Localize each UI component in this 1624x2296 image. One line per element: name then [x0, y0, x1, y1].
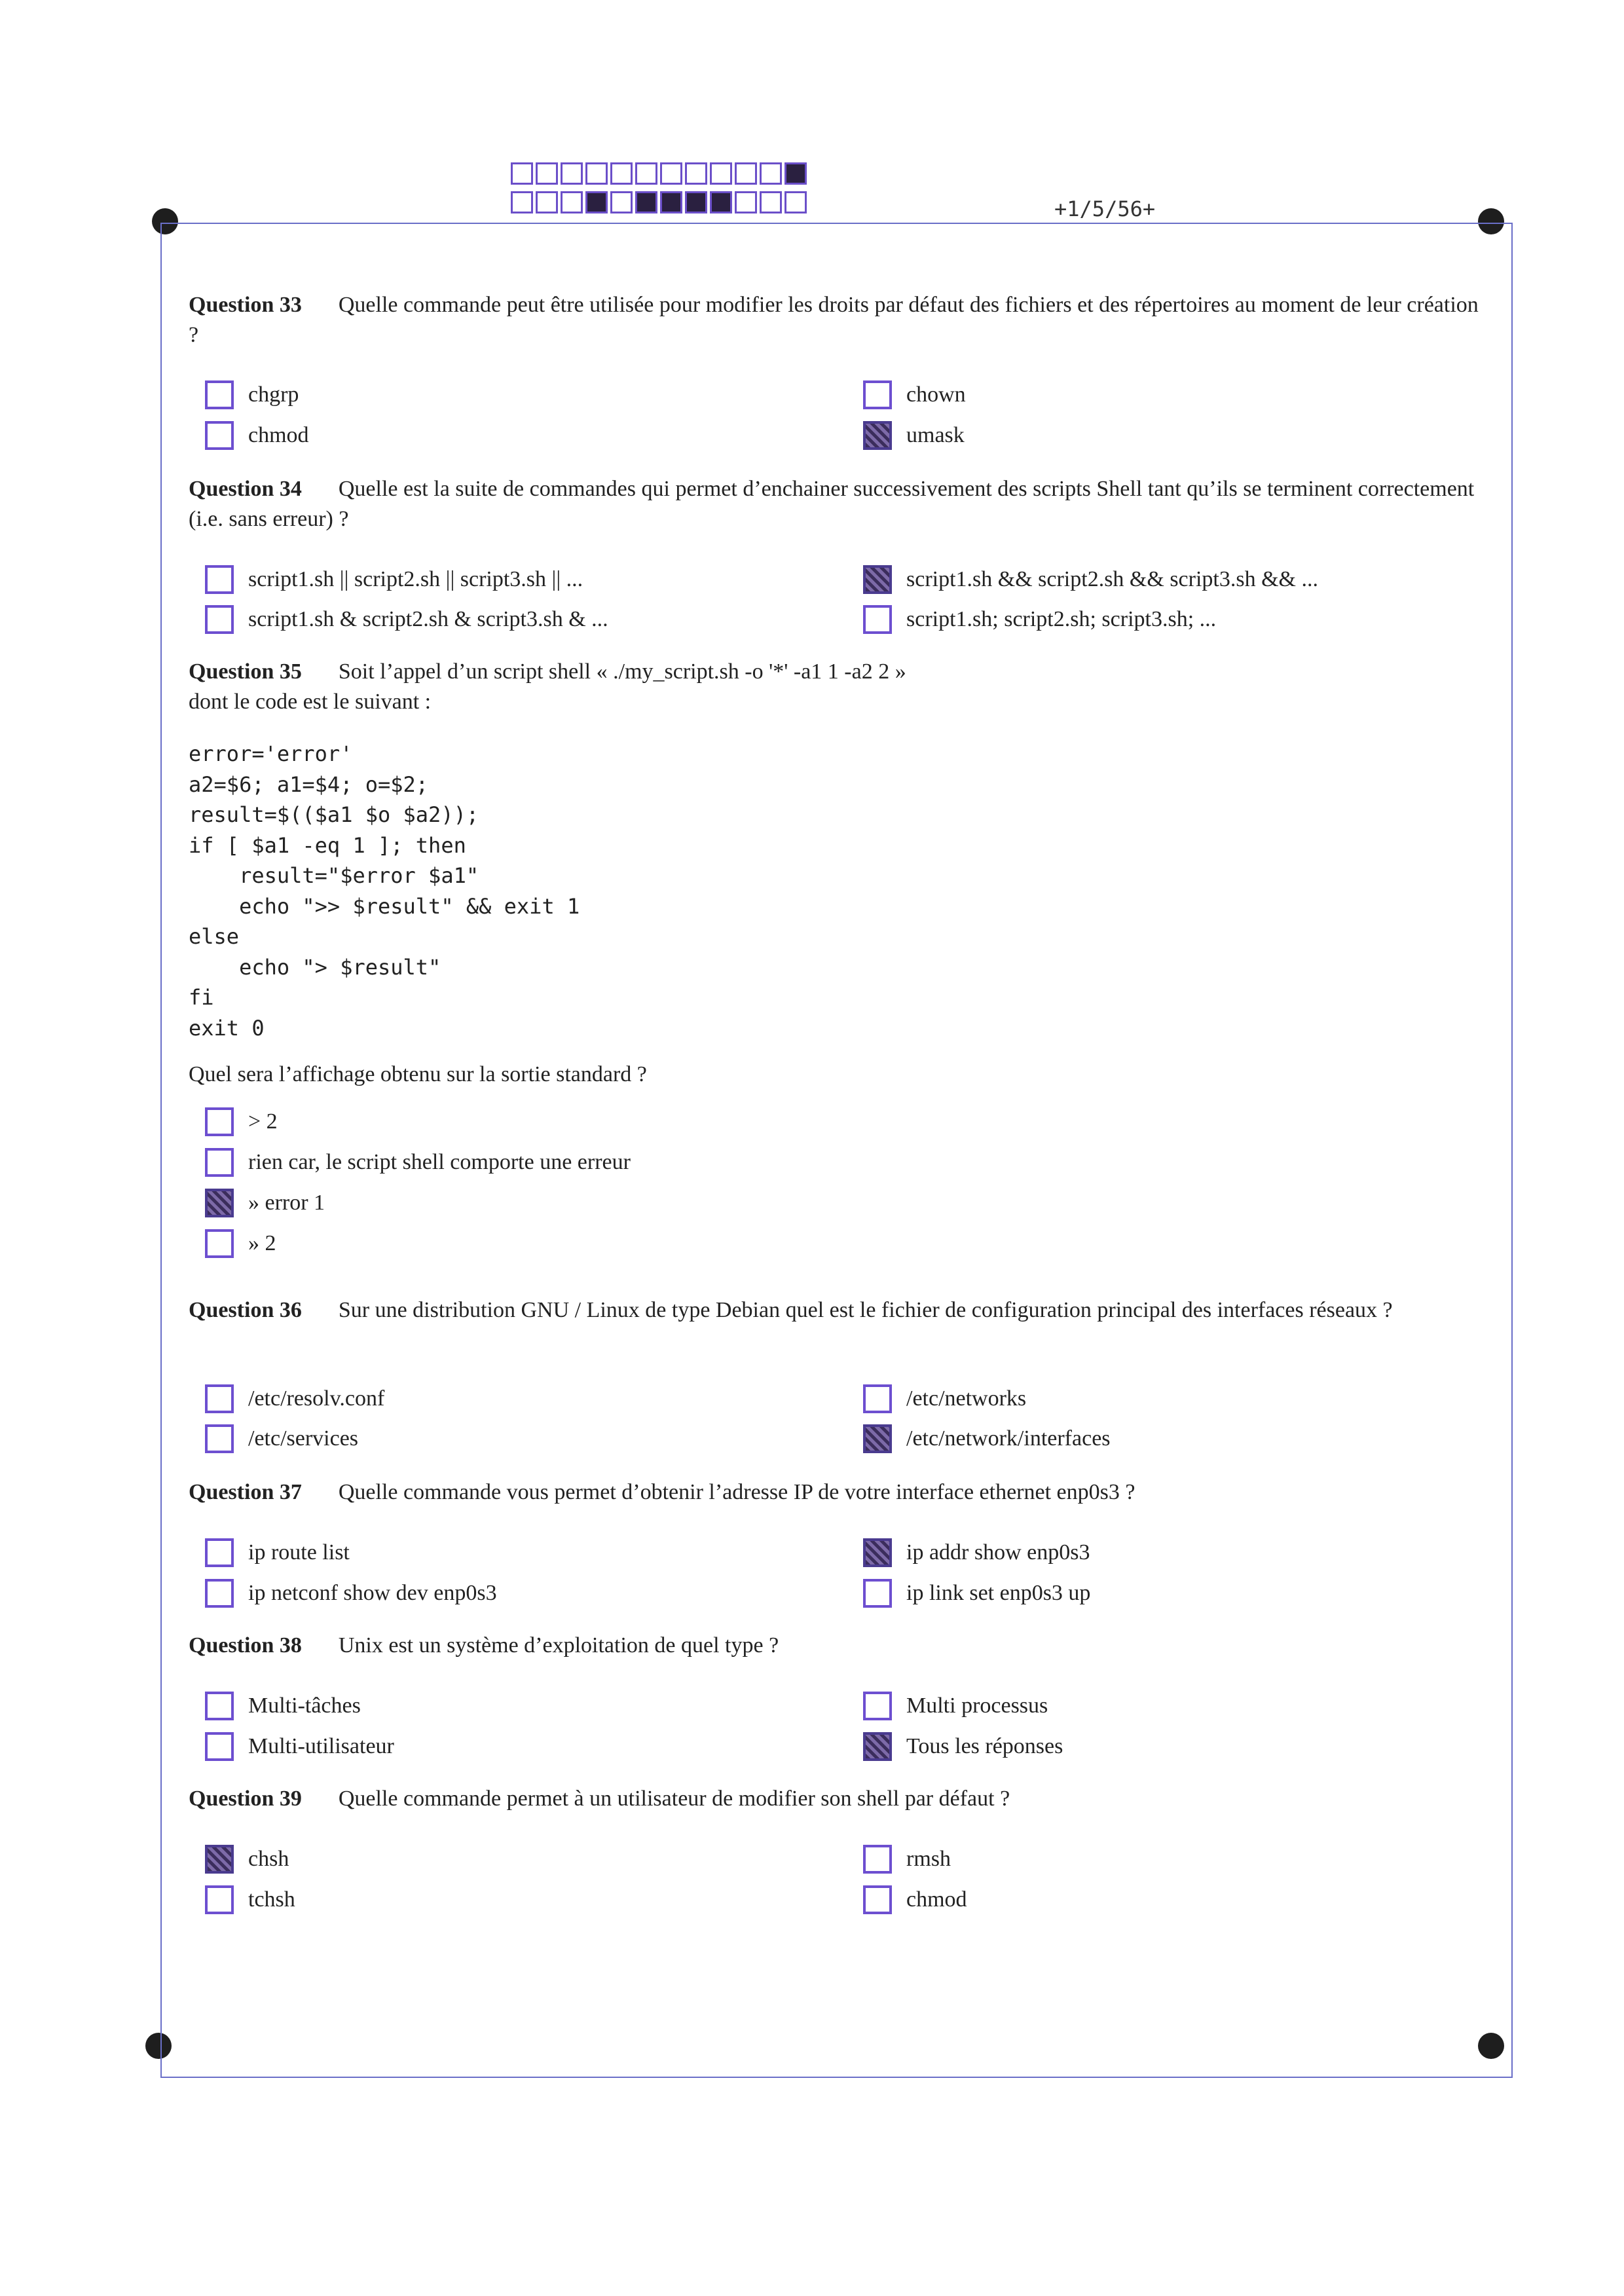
code-cell — [585, 191, 608, 213]
question-label: Question 38 — [189, 1633, 302, 1657]
choice-ip-link-set[interactable] — [863, 1577, 1090, 1610]
choice-label: script1.sh & script2.sh & script3.sh & ... — [248, 607, 608, 631]
choice-rien[interactable] — [205, 1146, 631, 1179]
checkbox[interactable] — [863, 1538, 892, 1567]
checkbox[interactable] — [863, 1424, 892, 1453]
code-cell — [685, 191, 707, 213]
question-subtext: dont le code est le suivant : — [189, 690, 432, 714]
code-cell — [635, 191, 657, 213]
choice-multi-processus[interactable] — [863, 1690, 1048, 1722]
code-cell — [610, 191, 633, 213]
checkbox[interactable] — [205, 1424, 234, 1453]
choice-label: chgrp — [248, 382, 299, 407]
page-identifier: +1/5/56+ — [1054, 196, 1156, 221]
question-36 — [189, 1295, 1492, 1325]
code-cell — [561, 191, 583, 213]
code-cell — [511, 162, 533, 185]
code-cell — [635, 162, 657, 185]
question-label: Question 33 — [189, 293, 302, 317]
checkbox[interactable] — [205, 1107, 234, 1136]
choice-ip-addr-show[interactable] — [863, 1536, 1090, 1569]
choice-raquo-2[interactable] — [205, 1227, 276, 1260]
code-cell — [685, 162, 707, 185]
choice-label: script1.sh; script2.sh; script3.sh; ... — [906, 607, 1217, 631]
checkbox[interactable] — [205, 1148, 234, 1177]
choice-label: /etc/services — [248, 1426, 359, 1451]
code-cell — [735, 162, 757, 185]
checkbox[interactable] — [205, 565, 234, 594]
choice-chown[interactable] — [863, 379, 966, 411]
checkbox[interactable] — [863, 1579, 892, 1608]
choice-tchsh[interactable] — [205, 1883, 295, 1916]
choice-label: /etc/networks — [906, 1386, 1027, 1411]
code-cell — [710, 191, 732, 213]
choice-label: rmsh — [906, 1847, 951, 1871]
choice-label: chown — [906, 382, 966, 407]
checkbox[interactable] — [205, 605, 234, 634]
code-cell — [511, 191, 533, 213]
choice-label: » error 1 — [248, 1191, 325, 1215]
code-cell — [710, 162, 732, 185]
choice-networks[interactable] — [863, 1382, 1026, 1415]
question-34 — [189, 474, 1492, 534]
code-cell — [561, 162, 583, 185]
checkbox[interactable] — [863, 1845, 892, 1874]
question-text: Quelle commande permet à un utilisateur de modifier son shell par défaut ? — [338, 1787, 1010, 1811]
question-prompt: Quel sera l’affichage obtenu sur la sortie standard ? — [189, 1062, 647, 1086]
code-cell — [735, 191, 757, 213]
code-cell — [784, 191, 807, 213]
choice-label: chsh — [248, 1847, 289, 1871]
choice-chsh[interactable] — [205, 1843, 289, 1876]
choice-label: > 2 — [248, 1109, 278, 1134]
question-text: Quelle est la suite de commandes qui permet d’enchainer successivement des scripts Shell tant qu’ils se terminent correctement (i.e. sans erreur) ? — [189, 477, 1475, 531]
code-cell — [784, 162, 807, 185]
choice-ip-route-list[interactable] — [205, 1536, 350, 1569]
choice-chgrp[interactable] — [205, 379, 299, 411]
choice-label: rien car, le script shell comporte une erreur — [248, 1150, 631, 1174]
question-37 — [189, 1477, 1492, 1508]
choice-label: Tous les réponses — [906, 1734, 1063, 1758]
choice-label: ip route list — [248, 1540, 350, 1565]
question-label: Question 35 — [189, 659, 302, 684]
question-39 — [189, 1784, 1492, 1814]
question-label: Question 36 — [189, 1298, 302, 1322]
question-label: Question 39 — [189, 1787, 302, 1811]
choice-error-1[interactable] — [205, 1187, 325, 1219]
question-35 — [189, 657, 1492, 717]
checkbox[interactable] — [863, 1384, 892, 1413]
choice-rmsh[interactable] — [863, 1843, 951, 1876]
choice-or-chain[interactable] — [205, 563, 583, 596]
choice-label: chmod — [248, 423, 309, 447]
choice-gt-2[interactable] — [205, 1105, 278, 1138]
choice-label: ip link set enp0s3 up — [906, 1581, 1091, 1605]
checkbox[interactable] — [205, 1579, 234, 1608]
code-cell — [760, 191, 782, 213]
checkbox[interactable] — [863, 1732, 892, 1761]
code-cell — [660, 191, 682, 213]
choice-resolv-conf[interactable] — [205, 1382, 384, 1415]
choice-chmod[interactable] — [205, 419, 309, 452]
checkbox[interactable] — [205, 1189, 234, 1217]
code-block: error='error' a2=$6; a1=$4; o=$2; result=$(($a1 $o $a2)); if [ $a1 -eq 1 ]; then result="$error $a1" echo ">> $result" && exit 1 else echo "> $result" fi exit 0 — [189, 741, 580, 1041]
checkbox[interactable] — [205, 421, 234, 450]
choice-network-interfaces[interactable] — [863, 1422, 1111, 1455]
choice-umask[interactable] — [863, 419, 965, 452]
choice-label: umask — [906, 423, 965, 447]
question-35-prompt — [189, 1060, 1492, 1090]
choice-label: tchsh — [248, 1887, 295, 1912]
question-text: Quelle commande vous permet d’obtenir l’adresse IP de votre interface ethernet enp0s3 ? — [338, 1480, 1135, 1504]
code-cell — [760, 162, 782, 185]
choice-label: chmod — [906, 1887, 967, 1912]
choice-tous-les-reponses[interactable] — [863, 1730, 1063, 1763]
code-cell — [660, 162, 682, 185]
choice-label: Multi-tâches — [248, 1694, 361, 1718]
checkbox[interactable] — [863, 1692, 892, 1720]
choice-ip-netconf[interactable] — [205, 1577, 497, 1610]
choice-label: script1.sh && script2.sh && script3.sh && ... — [906, 567, 1318, 591]
choice-label: Multi-utilisateur — [248, 1734, 394, 1758]
checkbox[interactable] — [205, 1538, 234, 1567]
question-text: Soit l’appel d’un script shell « ./my_script.sh -o '*' -a1 1 -a2 2 » — [338, 659, 906, 684]
choice-background-chain[interactable] — [205, 603, 608, 636]
choice-label: ip addr show enp0s3 — [906, 1540, 1090, 1565]
checkbox[interactable] — [205, 1732, 234, 1761]
question-text: Sur une distribution GNU / Linux de type Debian quel est le fichier de configuration principal des interfaces réseaux ? — [338, 1298, 1393, 1322]
code-cell — [610, 162, 633, 185]
choice-label: » 2 — [248, 1231, 276, 1255]
choice-label: script1.sh || script2.sh || script3.sh || ... — [248, 567, 583, 591]
question-text: Unix est un système d’exploitation de quel type ? — [338, 1633, 779, 1657]
checkbox[interactable] — [863, 421, 892, 450]
choice-label: ip netconf show dev enp0s3 — [248, 1581, 497, 1605]
checkbox[interactable] — [205, 380, 234, 409]
checkbox[interactable] — [863, 565, 892, 594]
question-label: Question 34 — [189, 477, 302, 501]
choice-label: /etc/network/interfaces — [906, 1426, 1111, 1451]
code-cell — [536, 162, 558, 185]
choice-multi-utilisateur[interactable] — [205, 1730, 394, 1763]
checkbox[interactable] — [863, 605, 892, 634]
choice-multi-taches[interactable] — [205, 1690, 361, 1722]
choice-semicolon-chain[interactable] — [863, 603, 1216, 636]
checkbox[interactable] — [863, 1885, 892, 1914]
checkbox[interactable] — [205, 1384, 234, 1413]
code-cell — [536, 191, 558, 213]
choice-label: /etc/resolv.conf — [248, 1386, 385, 1411]
choice-label: Multi processus — [906, 1694, 1048, 1718]
choice-chmod-39[interactable] — [863, 1883, 967, 1916]
checkbox[interactable] — [863, 380, 892, 409]
choice-services[interactable] — [205, 1422, 358, 1455]
checkbox[interactable] — [205, 1692, 234, 1720]
binary-code-row-2 — [511, 191, 809, 213]
question-33 — [189, 290, 1492, 350]
checkbox[interactable] — [205, 1885, 234, 1914]
question-38 — [189, 1631, 1492, 1661]
binary-code-row-1 — [511, 162, 809, 185]
code-cell — [585, 162, 608, 185]
question-label: Question 37 — [189, 1480, 302, 1504]
checkbox[interactable] — [205, 1229, 234, 1258]
checkbox[interactable] — [205, 1845, 234, 1874]
question-text: Quelle commande peut être utilisée pour modifier les droits par défaut des fichiers et des répertoires au moment de leur création ? — [189, 293, 1479, 347]
choice-and-chain[interactable] — [863, 563, 1318, 596]
